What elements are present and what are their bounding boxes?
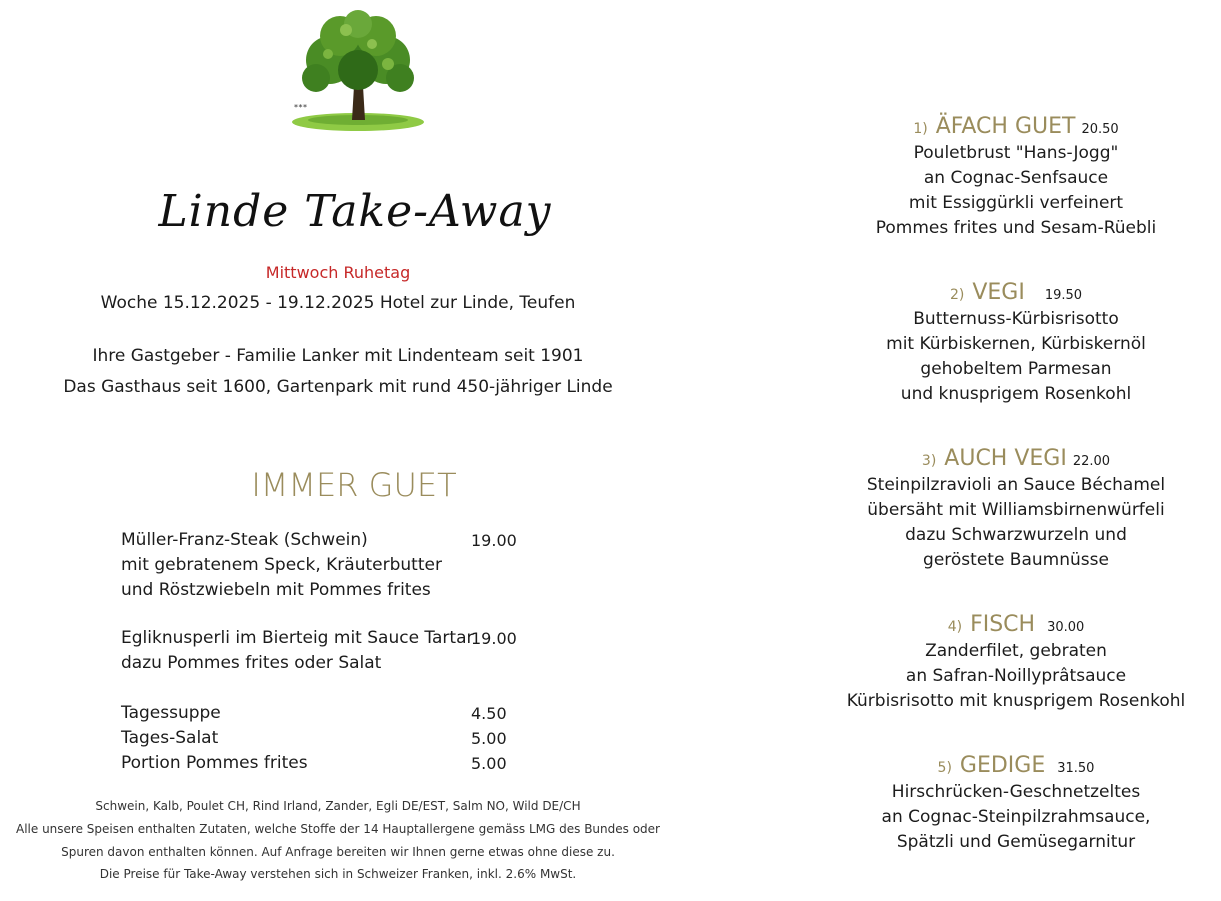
daily-menu-number: 3) [921, 453, 937, 469]
daily-menu-line: Zanderfilet, gebraten [925, 641, 1107, 661]
daily-menu-line: mit Kürbiskernen, Kürbiskernöl [886, 334, 1146, 354]
footer-allergens-cont: Spuren davon enthalten können. Auf Anfrage bereiten wir Ihnen gerne etwas ohne diese zu. [61, 845, 615, 859]
item-line: mit gebratenem Speck, Kräuterbutter [121, 555, 442, 575]
item-line: Egliknusperli im Bierteig mit Sauce Tartar [121, 628, 474, 648]
item-price: 5.00 [471, 754, 507, 773]
item-line: Portion Pommes frites [121, 753, 308, 773]
daily-menu-line: und knusprigem Rosenkohl [900, 384, 1132, 404]
linde-tree-logo [288, 8, 428, 132]
closed-day-notice: Mittwoch Ruhetag [265, 263, 411, 282]
daily-menu-line: Hirschrücken-Geschnetzeltes [891, 782, 1141, 802]
menu-item-soup [121, 701, 721, 726]
item-line: Tagessuppe [121, 703, 221, 723]
daily-menu-1 [838, 113, 1194, 241]
daily-menu-line: geröstete Baumnüsse [923, 550, 1109, 570]
daily-menu-price: 20.50 [1081, 122, 1119, 137]
daily-menu-price: 22.00 [1072, 454, 1111, 469]
daily-menu-header [838, 279, 1194, 307]
item-line: Müller-Franz-Steak (Schwein) [121, 530, 368, 550]
menu-item-fries [121, 751, 721, 776]
daily-menu-name: ÄFACH GUET [935, 114, 1076, 139]
daily-menu-price: 30.00 [1047, 620, 1085, 635]
daily-menu-name: FISCH [970, 612, 1036, 637]
menu-item-salad [121, 726, 721, 751]
daily-menu-header [838, 445, 1194, 473]
daily-menu-name: VEGI [972, 280, 1025, 305]
daily-menu-line: Steinpilzravioli an Sauce Béchamel [866, 475, 1166, 495]
daily-menu-line: an Cognac-Steinpilzrahmsauce, [881, 807, 1151, 827]
daily-menu-line: gehobeltem Parmesan [920, 359, 1112, 379]
item-line: Tages-Salat [121, 728, 219, 748]
daily-menu-line: dazu Schwarzwurzeln und [905, 525, 1127, 545]
daily-menu-3 [838, 445, 1194, 573]
footer-allergens: Alle unsere Speisen enthalten Zutaten, welche Stoffe der 14 Hauptallergene gemäss LMG des Bundes oder [16, 822, 660, 836]
daily-menu-5 [838, 752, 1194, 855]
daily-menu-name: AUCH VEGI [944, 446, 1067, 471]
item-price: 19.00 [471, 629, 517, 648]
daily-menu-line: mit Essiggürkli verfeinert [908, 193, 1124, 213]
daily-menu-line: Spätzli und Gemüsegarnitur [896, 832, 1136, 852]
item-price: 5.00 [471, 729, 507, 748]
daily-menu-header [838, 611, 1194, 639]
daily-menu-line: Pouletbrust "Hans-Jogg" [913, 143, 1119, 163]
item-price: 4.50 [471, 704, 507, 723]
item-price: 19.00 [471, 531, 517, 550]
menu-item-steak [121, 528, 721, 603]
daily-menu-price: 31.50 [1057, 761, 1095, 776]
week-info: Woche 15.12.2025 - 19.12.2025 Hotel zur Linde, Teufen [100, 293, 576, 313]
daily-menu-4 [838, 611, 1194, 714]
daily-menu-number: 5) [937, 760, 952, 776]
daily-menu-line: Butternuss-Kürbisrisotto [913, 309, 1119, 329]
history-info: Das Gasthaus seit 1600, Gartenpark mit rund 450-jähriger Linde [63, 377, 613, 397]
daily-menu-header [838, 113, 1194, 141]
daily-menu-name: GEDIGE [959, 753, 1046, 778]
daily-menu-line: übersäht mit Williamsbirnenwürfeli [867, 500, 1165, 520]
daily-menu-line: an Cognac-Senfsauce [923, 168, 1109, 188]
daily-menu-price: 19.50 [1044, 288, 1083, 303]
hotel-stars: *** [294, 103, 308, 112]
daily-menu-line: Kürbisrisotto mit knusprigem Rosenkohl [846, 691, 1186, 711]
menu-item-egli [121, 626, 721, 676]
daily-menu-line: an Safran-Noillyprâtsauce [905, 666, 1127, 686]
daily-menu-number: 2) [949, 287, 965, 303]
daily-menu-2 [838, 279, 1194, 407]
standard-menu-title: IMMER GUET [251, 466, 457, 504]
daily-menu-number: 4) [947, 619, 963, 635]
brand-title: Linde Take-Away [158, 186, 552, 237]
daily-menu-header [838, 752, 1194, 780]
footer-origins: Schwein, Kalb, Poulet CH, Rind Irland, Zander, Egli DE/EST, Salm NO, Wild DE/CH [95, 799, 581, 813]
item-line: dazu Pommes frites oder Salat [121, 653, 382, 673]
daily-menu-line: Pommes frites und Sesam-Rüebli [875, 218, 1157, 238]
hosts-info: Ihre Gastgeber - Familie Lanker mit Lindenteam seit 1901 [92, 346, 584, 366]
footer-prices: Die Preise für Take-Away verstehen sich in Schweizer Franken, inkl. 2.6% MwSt. [99, 867, 577, 881]
daily-menu-number: 1) [913, 121, 928, 137]
item-line: und Röstzwiebeln mit Pommes frites [121, 580, 431, 600]
